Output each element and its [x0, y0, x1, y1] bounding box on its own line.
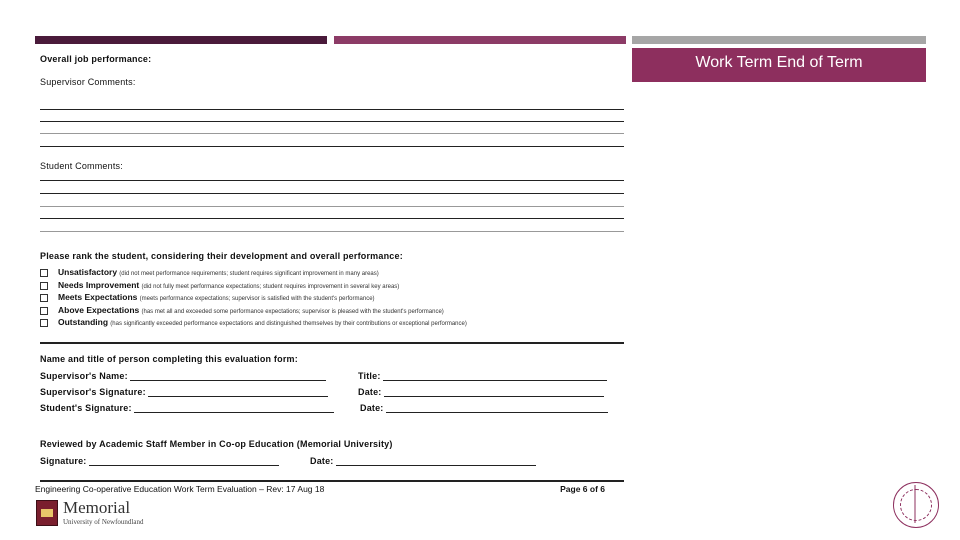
checkbox[interactable] — [40, 269, 48, 277]
section-divider — [40, 342, 624, 344]
checkbox[interactable] — [40, 307, 48, 315]
checkbox[interactable] — [40, 319, 48, 327]
rank-option-outstanding[interactable]: Outstanding (has significantly exceeded performance expectations and distinguished themselves by their contributions or exceptional performance) — [40, 317, 467, 327]
academic-date-label: Date: — [310, 456, 536, 466]
footer-rev: Rev: 17 Aug 18 — [266, 484, 325, 494]
academic-signature-label: Signature: — [40, 456, 279, 466]
comment-line — [40, 121, 624, 122]
crest-icon — [36, 500, 58, 526]
overall-performance-label: Overall job performance: — [40, 54, 152, 64]
memorial-university-logo — [36, 500, 176, 528]
accent-bar-gray — [632, 36, 926, 44]
student-comments-label: Student Comments: — [40, 161, 123, 171]
footer-doc-title: Engineering Co-operative Education Work Term Evaluation — [35, 484, 257, 494]
slide-title-box — [632, 48, 926, 101]
evaluation-form-image — [35, 48, 627, 488]
supervisor-signature-label: Supervisor's Signature: — [40, 387, 328, 397]
comment-line — [40, 231, 624, 232]
globe-logo-icon — [893, 482, 939, 528]
rank-heading: Please rank the student, considering their development and overall performance: — [40, 251, 403, 261]
supervisor-date-label: Date: — [358, 387, 604, 397]
checkbox[interactable] — [40, 294, 48, 302]
student-signature-label: Student's Signature: — [40, 403, 334, 413]
comment-line — [40, 206, 624, 207]
student-date-label: Date: — [360, 403, 608, 413]
rank-option-unsatisfactory[interactable]: Unsatisfactory (did not meet performance requirements; student requires significant improvement in many areas) — [40, 267, 379, 277]
logo-name: Memorial — [63, 498, 131, 517]
checkbox[interactable] — [40, 282, 48, 290]
comment-line — [40, 193, 624, 194]
comment-line — [40, 109, 624, 110]
comment-line — [40, 146, 624, 147]
reviewed-by-heading: Reviewed by Academic Staff Member in Co-op Education (Memorial University) — [40, 439, 393, 449]
slide-title: Work Term End of Term Evaluation — [695, 54, 863, 101]
form-footer: Engineering Co-operative Education Work Term Evaluation – Rev: 17 Aug 18 Page 6 of 6 — [35, 484, 605, 494]
comment-line — [40, 218, 624, 219]
footer-divider — [40, 480, 624, 482]
supervisor-name-label: Supervisor's Name: — [40, 371, 326, 381]
rank-option-above-expectations[interactable]: Above Expectations (has met all and exceeded some performance expectations; supervisor is pleased with the student's performance) — [40, 305, 444, 315]
name-title-heading: Name and title of person completing this evaluation form: — [40, 354, 298, 364]
title-label: Title: — [358, 371, 607, 381]
accent-bar-dark — [35, 36, 327, 44]
rank-option-needs-improvement[interactable]: Needs Improvement (did not fully meet performance expectations; student requires improvement in several key areas) — [40, 280, 399, 290]
accent-bar-plum — [334, 36, 626, 44]
comment-line — [40, 133, 624, 134]
logo-subtitle: University of Newfoundland — [63, 518, 144, 526]
comment-line — [40, 180, 624, 181]
footer-page: Page 6 of 6 — [560, 484, 605, 494]
rank-option-meets-expectations[interactable]: Meets Expectations (meets performance expectations; supervisor is satisfied with the student's performance) — [40, 292, 375, 302]
supervisor-comments-label: Supervisor Comments: — [40, 77, 136, 87]
